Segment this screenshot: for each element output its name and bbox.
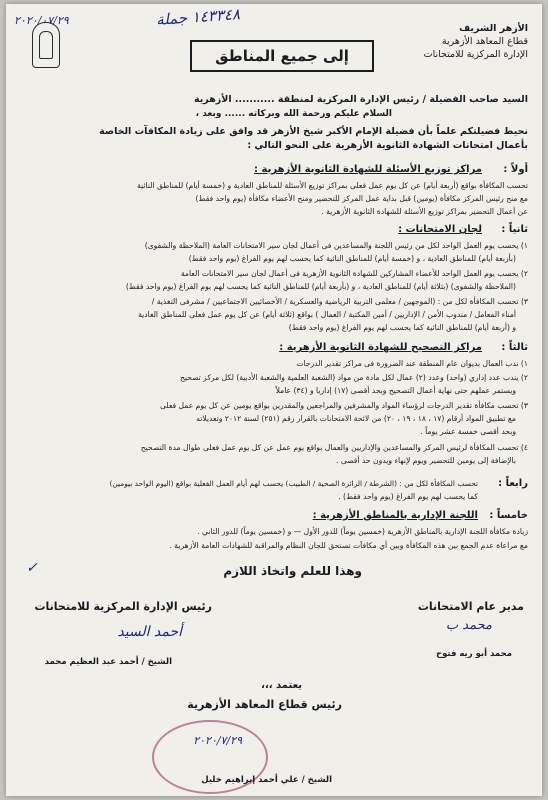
section-1-number: أولاً : [503,164,528,175]
section-5-number: خامساً : [489,510,528,521]
signature-left-name: الشيخ / أحمد عبد العظيم محمد [44,657,172,667]
azhar-emblem-icon [32,22,60,68]
section-4-line-2: كما يحسب لهم يوم الفراغ (يوم واحد فقط) . [338,492,478,501]
signature-right-handwriting: محمد ب [445,618,492,633]
section-2-line-3: ٢) يحسب يوم العمل الواحد للأعضاء المشاركين للشهادة الثانوية الأزهرية فى أعمال لجان سير الامتحانات العامة [180,269,528,278]
approval-name: الشيخ / علي أحمد إبراهيم خليل [201,775,332,785]
section-3-line-4: ٣) تحسب مكافأة تقدير الدرجات لرؤساء المواد والمشرفين والمراجعين والمقدرين بواقع يومين عن كل يوم عمل فعلى [160,401,528,410]
section-2-heading: لجان الامتحانات : [398,224,482,235]
signature-right-name: محمد أبو ريه فتوح [435,649,512,659]
section-2-line-4: (الملاحظة والشفوى) (بثلاثة أيام) للمناطق العادية ، و (بأربعة أيام) للمناطق النائية كما يحسب لهم يوم الفراغ (يوم واحد فقط) [125,282,516,291]
closing-line: وهذا للعلم واتخاذ اللازم [223,564,362,578]
letterhead-line-3: الإدارة المركزية للامتحانات [423,49,528,60]
section-3-line-2: ٢) يندب عدد إداري (واحد) وعدد (٢) عمال لكل مادة من مواد (الشعبة العلمية والشعبة الأدبية) لكل مركز تصحيح [179,373,528,382]
section-3-line-3: ويستمر عملهم حتى نهاية أعمال التصحيح وبحد أقصى (١٧) إداريا و (٣٤) عاملاً [275,386,516,395]
signature-left-handwriting: أحمد السيد [117,624,182,640]
section-1-line-3: عن أعمال التحضير بمراكز توزيع الأسئلة للشهادة الثانوية الأزهرية . [321,207,528,216]
section-5-line-2: مع مراعاة عدم الجمع بين هذه المكافأة وبين أي مكافآت تستحق للجان النظام والمراقبة للشهادات العامة الأزهرية . [169,541,528,550]
letterhead-line-1: الأزهر الشريف [459,23,528,34]
section-2-line-7: و (أربعة أيام) للمناطق النائية كما يحسب لهم يوم الفراغ (يوم واحد فقط) [288,323,516,332]
letterhead [378,22,528,61]
section-1-line-1: تحسب المكافأة بواقع (أربعة أيام) عن كل يوم عمل فعلى بمراكز توزيع الأسئلة للمناطق العادية و (خمسة أيام) للمناطق النائية [137,181,528,190]
greeting-line-1: السيد صاحب الفضيلة / رئيس الإدارة المركزية لمنطقة ........... الأزهرية [193,94,528,105]
section-2-line-1: ١) يحسب يوم العمل الواحد لكل من رئيس اللجنة والمساعدين فى أعمال لجان سير الامتحانات العامة (الملاحظة والشفوى) [144,241,528,250]
handwritten-initials: ✓ [26,560,38,576]
handwritten-reference-number: ١٤٣٣٤٨ جملة [155,5,241,29]
section-4-number: رابعاً : [498,478,528,489]
section-3-line-6: وبحد أقصى خمسة عشر يوماً . [420,427,516,436]
section-2-number: ثانياً : [501,224,528,235]
section-5-line-1: زيادة مكافأة اللجنة الإدارية بالمناطق الأزهرية (خمسين يوماً) للدور الأول — و (خمسين يوماً) للدور الثاني . [197,527,528,536]
section-2-line-6: أمناء المعامل / مندوب الأمن / الإداريين / أمين المكتبة / العمال ) بواقع (ثلاثة أيام) عن كل يوم عمل فعلى للمناطق العادية [138,310,516,319]
section-3-line-7: ٤) تحسب المكافأة لرئيس المركز والمساعدين والإداريين والعمال بواقع يوم عمل عن كل يوم عمل فعلى طوال مدة التصحيح [140,443,528,452]
section-3-line-8: بالإضافة إلى يومين للتحضير ويوم لإنهاء ويدون حد أقصى . [336,456,516,465]
document-date: ٢٠٢٠/٠٧/٢٩ [14,14,69,27]
approval-handwritten-date: ٢٠٢٠/٧/٢٩ [193,734,242,747]
approval-label: يعتمد ،،، [261,680,302,691]
signature-left-title: رئيس الإدارة المركزية للامتحانات [34,600,212,613]
section-3-line-5: مع تطبيق المواد أرقام (١٧ ، ١٨ ، ١٩ ، ٢٠) من لائحة الامتحانات بالقرار رقم (٢٥١) لسنة ٢٠١٢ وتعديلاته [196,414,516,423]
intro-line-2: بأعمال امتحانات الشهادة الثانوية الأزهرية على النحو التالي : [247,140,528,151]
document-title: إلى جميع المناطق [190,40,374,72]
letterhead-line-2: قطاع المعاهد الأزهرية [441,36,528,47]
intro-line-1: نحيط فضيلتكم علماً بأن فضيلة الإمام الأكبر شيخ الأزهر قد وافق على زيادة المكافآت الخاصة [99,126,528,137]
section-3-line-1: ١) ندب العمال بديوان عام المنطقة عند الضرورة فى مراكز تقدير الدرجات [296,359,528,368]
section-2-line-5: ٣) تحسب المكافأة لكل من : (الموجهين / معلمى التربية الرياضية والعسكرية / الأخصائيين الاجتماعيين / مشرفى التغذية / [151,297,528,306]
section-3-number: ثالثاً : [501,342,528,353]
section-5-heading: اللجنة الإدارية بالمناطق الأزهرية : [312,510,478,521]
greeting-line-2: السلام عليكم ورحمة الله وبركاته ...... وبعد ، [195,109,392,119]
approval-title: رئيس قطاع المعاهد الأزهرية [187,698,342,711]
section-2-line-2: (بأربعة أيام) للمناطق العادية ، و (خمسة أيام) للمناطق النائية كما يحسب لهم يوم الفراغ (يوم واحد فقط) [188,254,516,263]
section-1-heading: مراكز توزيع الأسئلة للشهادة الثانوية الأزهرية : [254,164,482,175]
section-4-line-1: تحسب المكافأة لكل من : (الشرطة / الزائرة الصحية / الطبيب) يحسب لهم أيام العمل الفعلية بواقع (اليوم الواحد بيومين) [109,479,478,488]
section-1-line-2: مع منح رئيس المركز مكافأة (يومين) قبل بداية عمل المركز للتحضير ومنح الأعضاء مكافأة (يوم واحد فقط) [195,194,528,203]
signature-right-title: مدير عام الامتحانات [417,600,524,613]
section-3-heading: مراكز التصحيح للشهادة الثانوية الأزهرية : [279,342,482,353]
document-page [6,4,542,796]
